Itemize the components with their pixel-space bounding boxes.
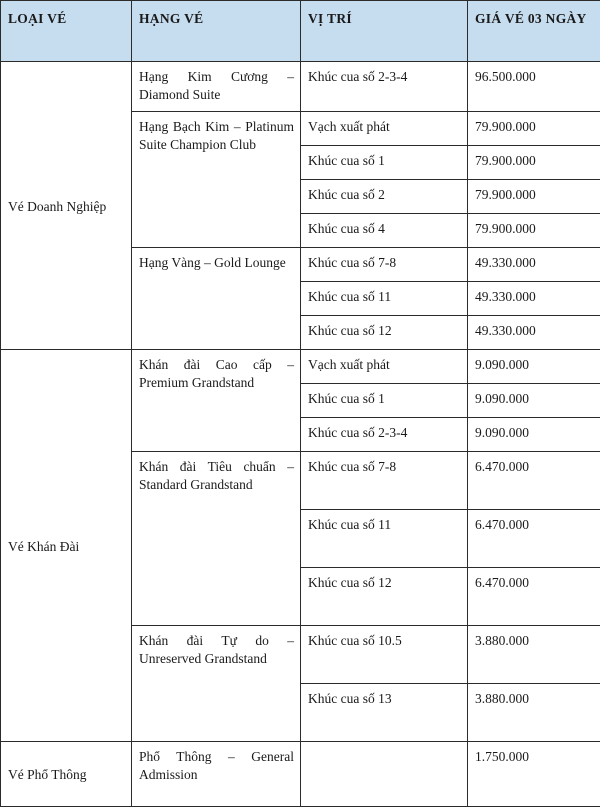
hang-ve-cell: Khán đài Tiêu chuẩn – Standard Grandstand xyxy=(132,452,301,626)
table-row xyxy=(1,742,600,807)
gia-ve-cell: 49.330.000 xyxy=(468,248,600,282)
vi-tri-cell: Khúc cua số 13 xyxy=(301,684,468,742)
vi-tri-cell: Khúc cua số 7-8 xyxy=(301,452,468,510)
vi-tri-cell: Khúc cua số 12 xyxy=(301,568,468,626)
vi-tri-cell: Khúc cua số 2-3-4 xyxy=(301,62,468,112)
vi-tri-cell: Vạch xuất phát xyxy=(301,112,468,146)
gia-ve-cell: 9.090.000 xyxy=(468,384,600,418)
loai-ve-cell: Vé Khán Đài xyxy=(1,350,132,742)
hang-ve-cell: Phổ Thông – General Admission xyxy=(132,742,301,807)
hang-ve-cell: Hạng Kim Cương – Diamond Suite xyxy=(132,62,301,112)
vi-tri-cell: Vạch xuất phát xyxy=(301,350,468,384)
gia-ve-cell: 3.880.000 xyxy=(468,626,600,684)
header-gia-ve: GIÁ VÉ 03 NGÀY xyxy=(468,1,600,62)
gia-ve-cell: 79.900.000 xyxy=(468,180,600,214)
vi-tri-cell: Khúc cua số 10.5 xyxy=(301,626,468,684)
vi-tri-cell: Khúc cua số 12 xyxy=(301,316,468,350)
vi-tri-cell: Khúc cua số 2 xyxy=(301,180,468,214)
vi-tri-cell: Khúc cua số 11 xyxy=(301,282,468,316)
gia-ve-cell: 79.900.000 xyxy=(468,112,600,146)
hang-ve-cell: Hạng Vàng – Gold Lounge xyxy=(132,248,301,350)
header-vi-tri: VỊ TRÍ xyxy=(301,1,468,62)
gia-ve-cell: 79.900.000 xyxy=(468,214,600,248)
gia-ve-cell: 6.470.000 xyxy=(468,568,600,626)
hang-ve-cell: Khán đài Cao cấp – Premium Grandstand xyxy=(132,350,301,452)
gia-ve-cell: 96.500.000 xyxy=(468,62,600,112)
vi-tri-cell xyxy=(301,742,468,807)
gia-ve-cell: 1.750.000 xyxy=(468,742,600,807)
gia-ve-cell: 49.330.000 xyxy=(468,282,600,316)
gia-ve-cell: 6.470.000 xyxy=(468,510,600,568)
vi-tri-cell: Khúc cua số 1 xyxy=(301,146,468,180)
hang-ve-cell: Khán đài Tự do – Unreserved Grandstand xyxy=(132,626,301,742)
gia-ve-cell: 6.470.000 xyxy=(468,452,600,510)
loai-ve-cell: Vé Phổ Thông xyxy=(1,742,132,807)
table-row xyxy=(1,350,600,384)
vi-tri-cell: Khúc cua số 2-3-4 xyxy=(301,418,468,452)
gia-ve-cell: 49.330.000 xyxy=(468,316,600,350)
gia-ve-cell: 3.880.000 xyxy=(468,684,600,742)
table-row xyxy=(1,62,600,112)
vi-tri-cell: Khúc cua số 1 xyxy=(301,384,468,418)
vi-tri-cell: Khúc cua số 11 xyxy=(301,510,468,568)
hang-ve-cell: Hạng Bạch Kim – Platinum Suite Champion Club xyxy=(132,112,301,248)
vi-tri-cell: Khúc cua số 4 xyxy=(301,214,468,248)
header-hang-ve: HẠNG VÉ xyxy=(132,1,301,62)
header-loai-ve: LOẠI VÉ xyxy=(1,1,132,62)
loai-ve-cell: Vé Doanh Nghiệp xyxy=(1,62,132,350)
header-row xyxy=(1,1,600,62)
gia-ve-cell: 79.900.000 xyxy=(468,146,600,180)
vi-tri-cell: Khúc cua số 7-8 xyxy=(301,248,468,282)
gia-ve-cell: 9.090.000 xyxy=(468,350,600,384)
gia-ve-cell: 9.090.000 xyxy=(468,418,600,452)
